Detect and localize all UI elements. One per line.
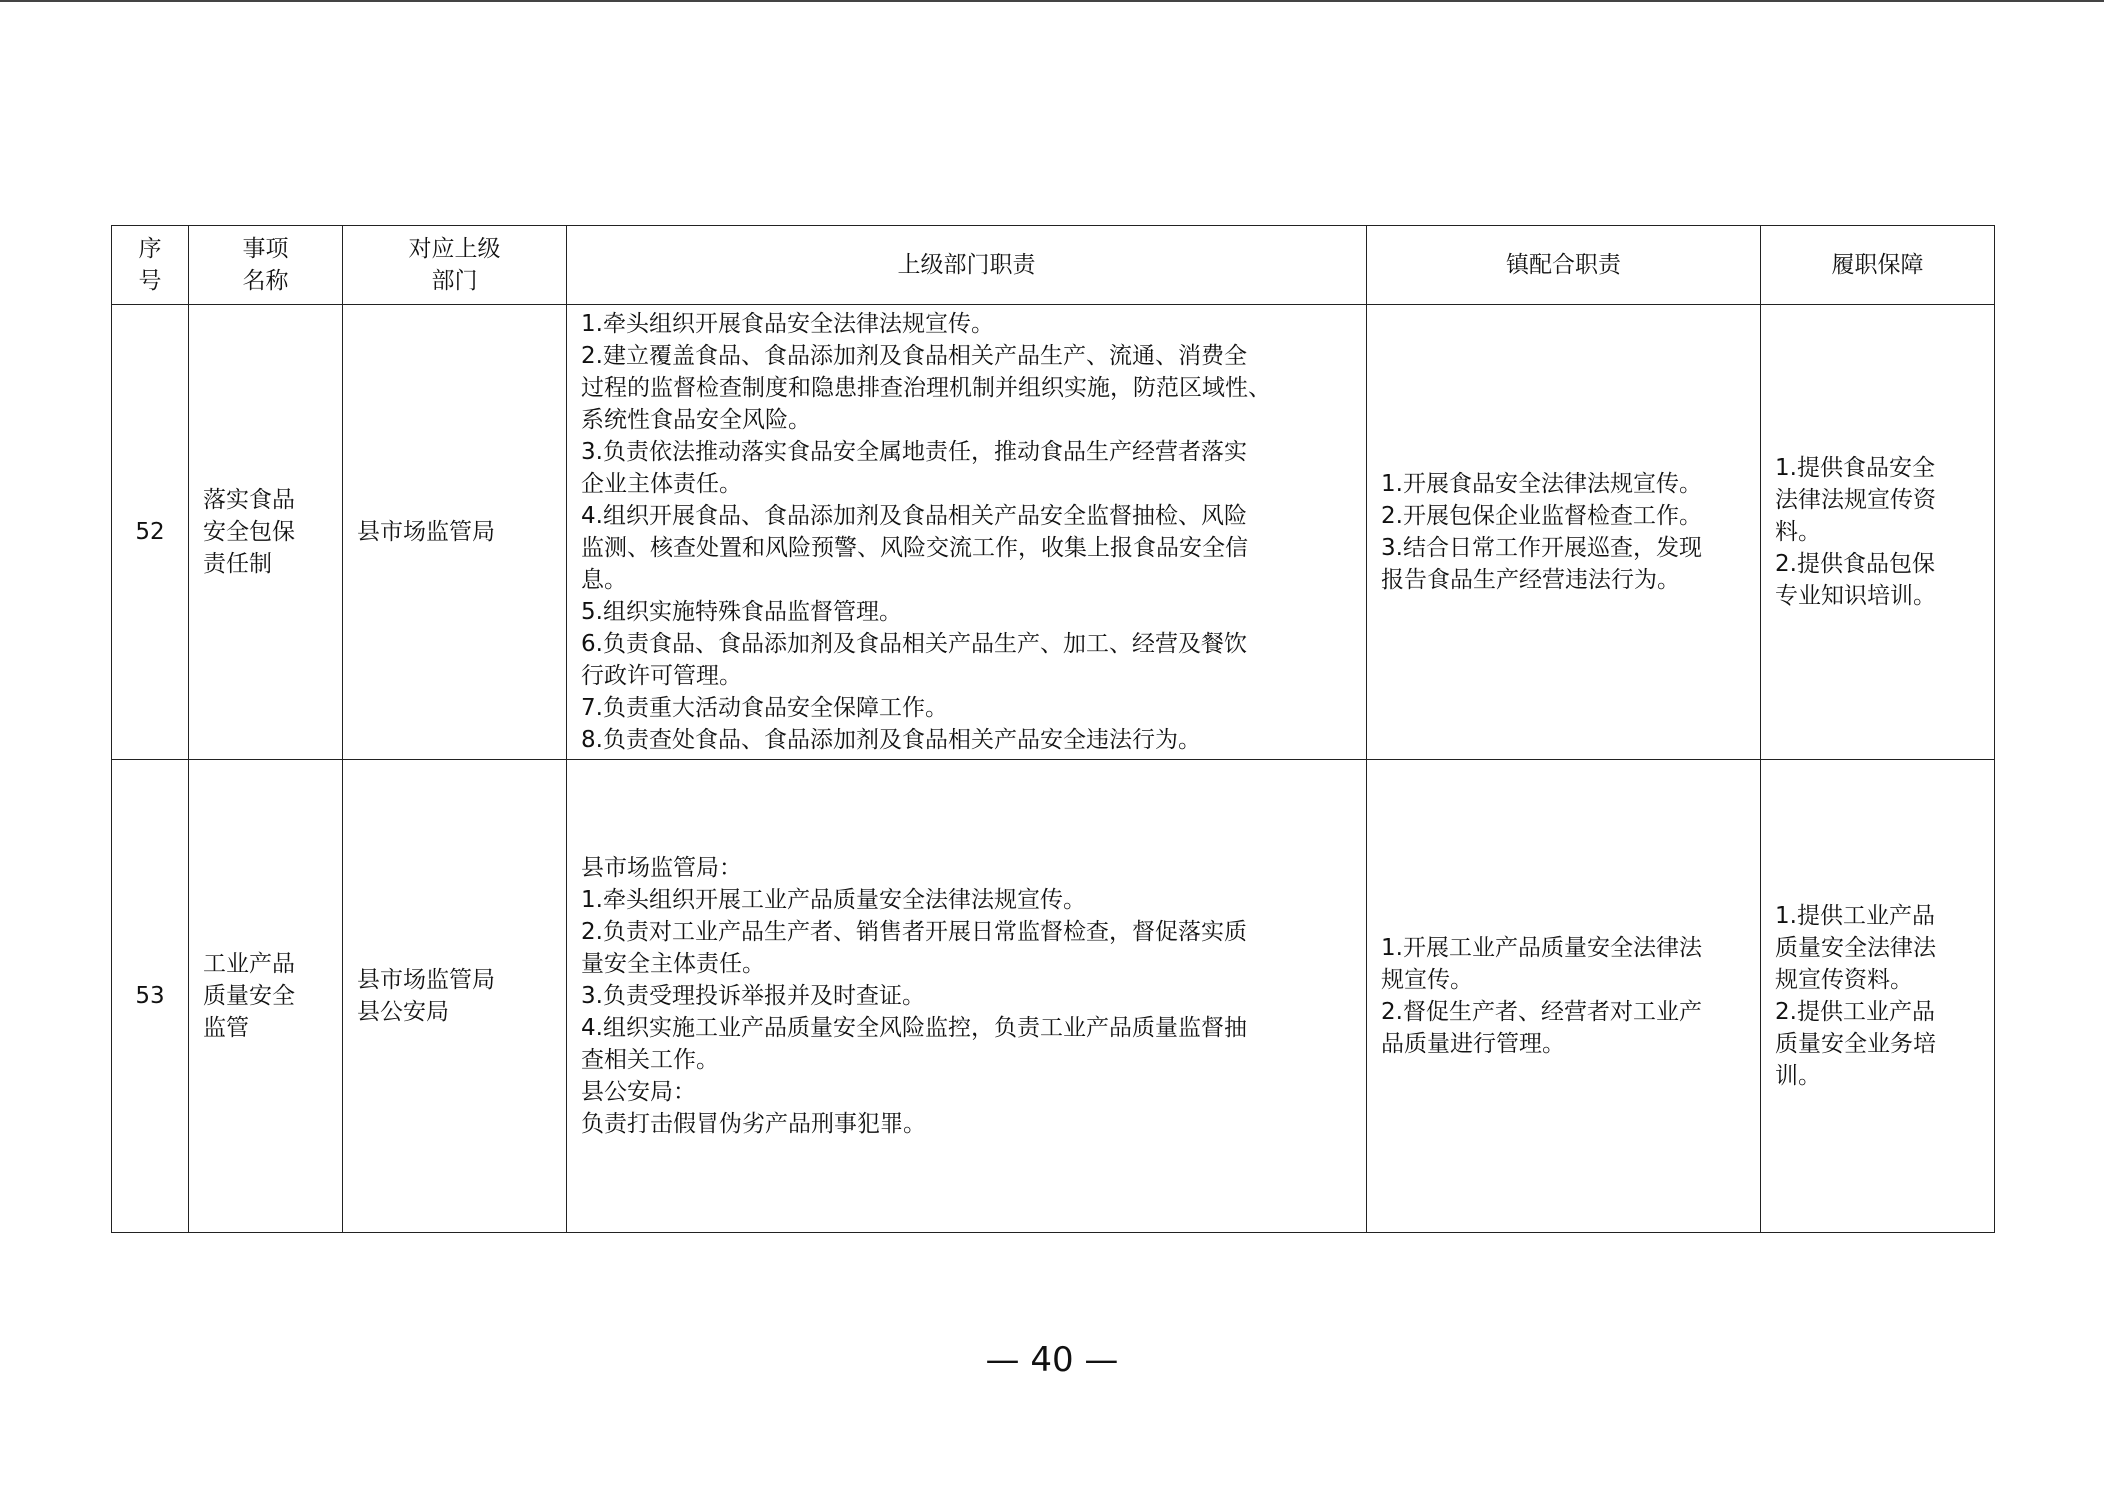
cell-text-line: 报告食品生产经营违法行为。 (1381, 567, 1680, 593)
cell-item-name (189, 305, 343, 760)
cell-text-line: 2.开展包保企业监督检查工作。 (1381, 503, 1702, 529)
cell-text-line: 监测、核查处置和风险预警、风险交流工作，收集上报食品安全信 (581, 535, 1248, 561)
cell-text-line: 1.开展食品安全法律法规宣传。 (1381, 471, 1702, 497)
cell-text-line: 7.负责重大活动食品安全保障工作。 (581, 695, 948, 721)
duty-table (111, 225, 1995, 1233)
cell-text-line: 号 (138, 268, 162, 294)
cell-text-line: 1.牵头组织开展食品安全法律法规宣传。 (581, 311, 994, 337)
cell-text-line: 落实食品 (203, 487, 295, 513)
cell-text-line: 4.组织开展食品、食品添加剂及食品相关产品安全监督抽检、风险 (581, 503, 1247, 529)
cell-text-line: 镇配合职责 (1506, 252, 1621, 278)
cell-text-line: 息。 (581, 567, 627, 593)
cell-superior-duty (567, 305, 1367, 760)
cell-text-line: 1.提供工业产品 (1775, 903, 1935, 929)
header-seq (112, 226, 189, 305)
cell-text-line: 工业产品 (203, 951, 295, 977)
cell-superior-dept (343, 305, 567, 760)
cell-text-line: 企业主体责任。 (581, 471, 742, 497)
cell-text-line: 过程的监督检查制度和隐患排查治理机制并组织实施，防范区域性、 (581, 375, 1271, 401)
cell-text-line: 4.组织实施工业产品质量安全风险监控，负责工业产品质量监督抽 (581, 1015, 1247, 1041)
cell-superior-duty (567, 760, 1367, 1233)
cell-text-line: 质量安全业务培 (1775, 1031, 1936, 1057)
cell-text-line: 质量安全法律法 (1775, 935, 1936, 961)
cell-text-line: 法律法规宣传资 (1775, 487, 1936, 513)
cell-text-line: 县公安局： (581, 1079, 696, 1105)
cell-text-line: 2.提供工业产品 (1775, 999, 1935, 1025)
cell-text-line: 履职保障 (1831, 252, 1924, 278)
cell-text-line: 专业知识培训。 (1775, 583, 1936, 609)
cell-text-line: 监管 (203, 1015, 249, 1041)
header-item-name (189, 226, 343, 305)
cell-text-line: 料。 (1775, 519, 1821, 545)
cell-text-line: 县市场监管局 (357, 967, 495, 993)
cell-text-line: 行政许可管理。 (581, 663, 742, 689)
cell-text-line: 3.结合日常工作开展巡查，发现 (1381, 535, 1702, 561)
cell-text-line: 安全包保 (203, 519, 295, 545)
cell-text-line: 部门 (431, 268, 478, 294)
cell-text-line: 名称 (242, 268, 289, 294)
cell-item-name (189, 760, 343, 1233)
cell-text-line: 序 (138, 236, 162, 262)
cell-text-line: 质量安全 (203, 983, 295, 1009)
cell-guarantee (1761, 305, 1995, 760)
page-number: — 40 — (985, 1340, 1119, 1380)
cell-text-line: 责任制 (203, 551, 272, 577)
cell-superior-dept (343, 760, 567, 1233)
cell-text-line: 3.负责依法推动落实食品安全属地责任，推动食品生产经营者落实 (581, 439, 1247, 465)
cell-text-line: 对应上级 (408, 236, 501, 262)
cell-text-line: 县市场监管局： (581, 855, 742, 881)
cell-text-line: 上级部门职责 (897, 252, 1036, 278)
cell-text-line: 6.负责食品、食品添加剂及食品相关产品生产、加工、经营及餐饮 (581, 631, 1247, 657)
cell-text-line: 负责打击假冒伪劣产品刑事犯罪。 (581, 1111, 926, 1137)
cell-text-line: 系统性食品安全风险。 (581, 407, 811, 433)
cell-text-line: 县公安局 (357, 999, 449, 1025)
table-row (112, 305, 1995, 760)
cell-text-line: 1.开展工业产品质量安全法律法 (1381, 935, 1702, 961)
cell-text-line: 品质量进行管理。 (1381, 1031, 1565, 1057)
cell-text-line: 3.负责受理投诉举报并及时查证。 (581, 983, 925, 1009)
cell-town-duty (1367, 760, 1761, 1233)
cell-text-line: 查相关工作。 (581, 1047, 719, 1073)
header-superior-duty (567, 226, 1367, 305)
cell-text-line: 8.负责查处食品、食品添加剂及食品相关产品安全违法行为。 (581, 727, 1201, 753)
header-row (112, 226, 1995, 305)
cell-text-line: 规宣传资料。 (1775, 967, 1913, 993)
cell-seq: 53 (112, 760, 189, 1233)
cell-seq: 52 (112, 305, 189, 760)
cell-text-line: 规宣传。 (1381, 967, 1473, 993)
cell-text-line: 量安全主体责任。 (581, 951, 765, 977)
cell-text-line: 2.负责对工业产品生产者、销售者开展日常监督检查，督促落实质 (581, 919, 1247, 945)
cell-text-line: 1.牵头组织开展工业产品质量安全法律法规宣传。 (581, 887, 1086, 913)
cell-text-line: 2.提供食品包保 (1775, 551, 1935, 577)
header-superior-dept (343, 226, 567, 305)
cell-guarantee (1761, 760, 1995, 1233)
cell-text-line: 5.组织实施特殊食品监督管理。 (581, 599, 902, 625)
cell-town-duty (1367, 305, 1761, 760)
cell-text-line: 1.提供食品安全 (1775, 455, 1935, 481)
cell-text-line: 2.督促生产者、经营者对工业产 (1381, 999, 1702, 1025)
table-row (112, 760, 1995, 1233)
top-border-line (0, 0, 2104, 2)
cell-text-line: 县市场监管局 (357, 519, 495, 545)
header-guarantee (1761, 226, 1995, 305)
cell-text-line: 事项 (242, 236, 289, 262)
cell-text-line: 2.建立覆盖食品、食品添加剂及食品相关产品生产、流通、消费全 (581, 343, 1247, 369)
cell-text-line: 训。 (1775, 1063, 1821, 1089)
header-town-duty (1367, 226, 1761, 305)
